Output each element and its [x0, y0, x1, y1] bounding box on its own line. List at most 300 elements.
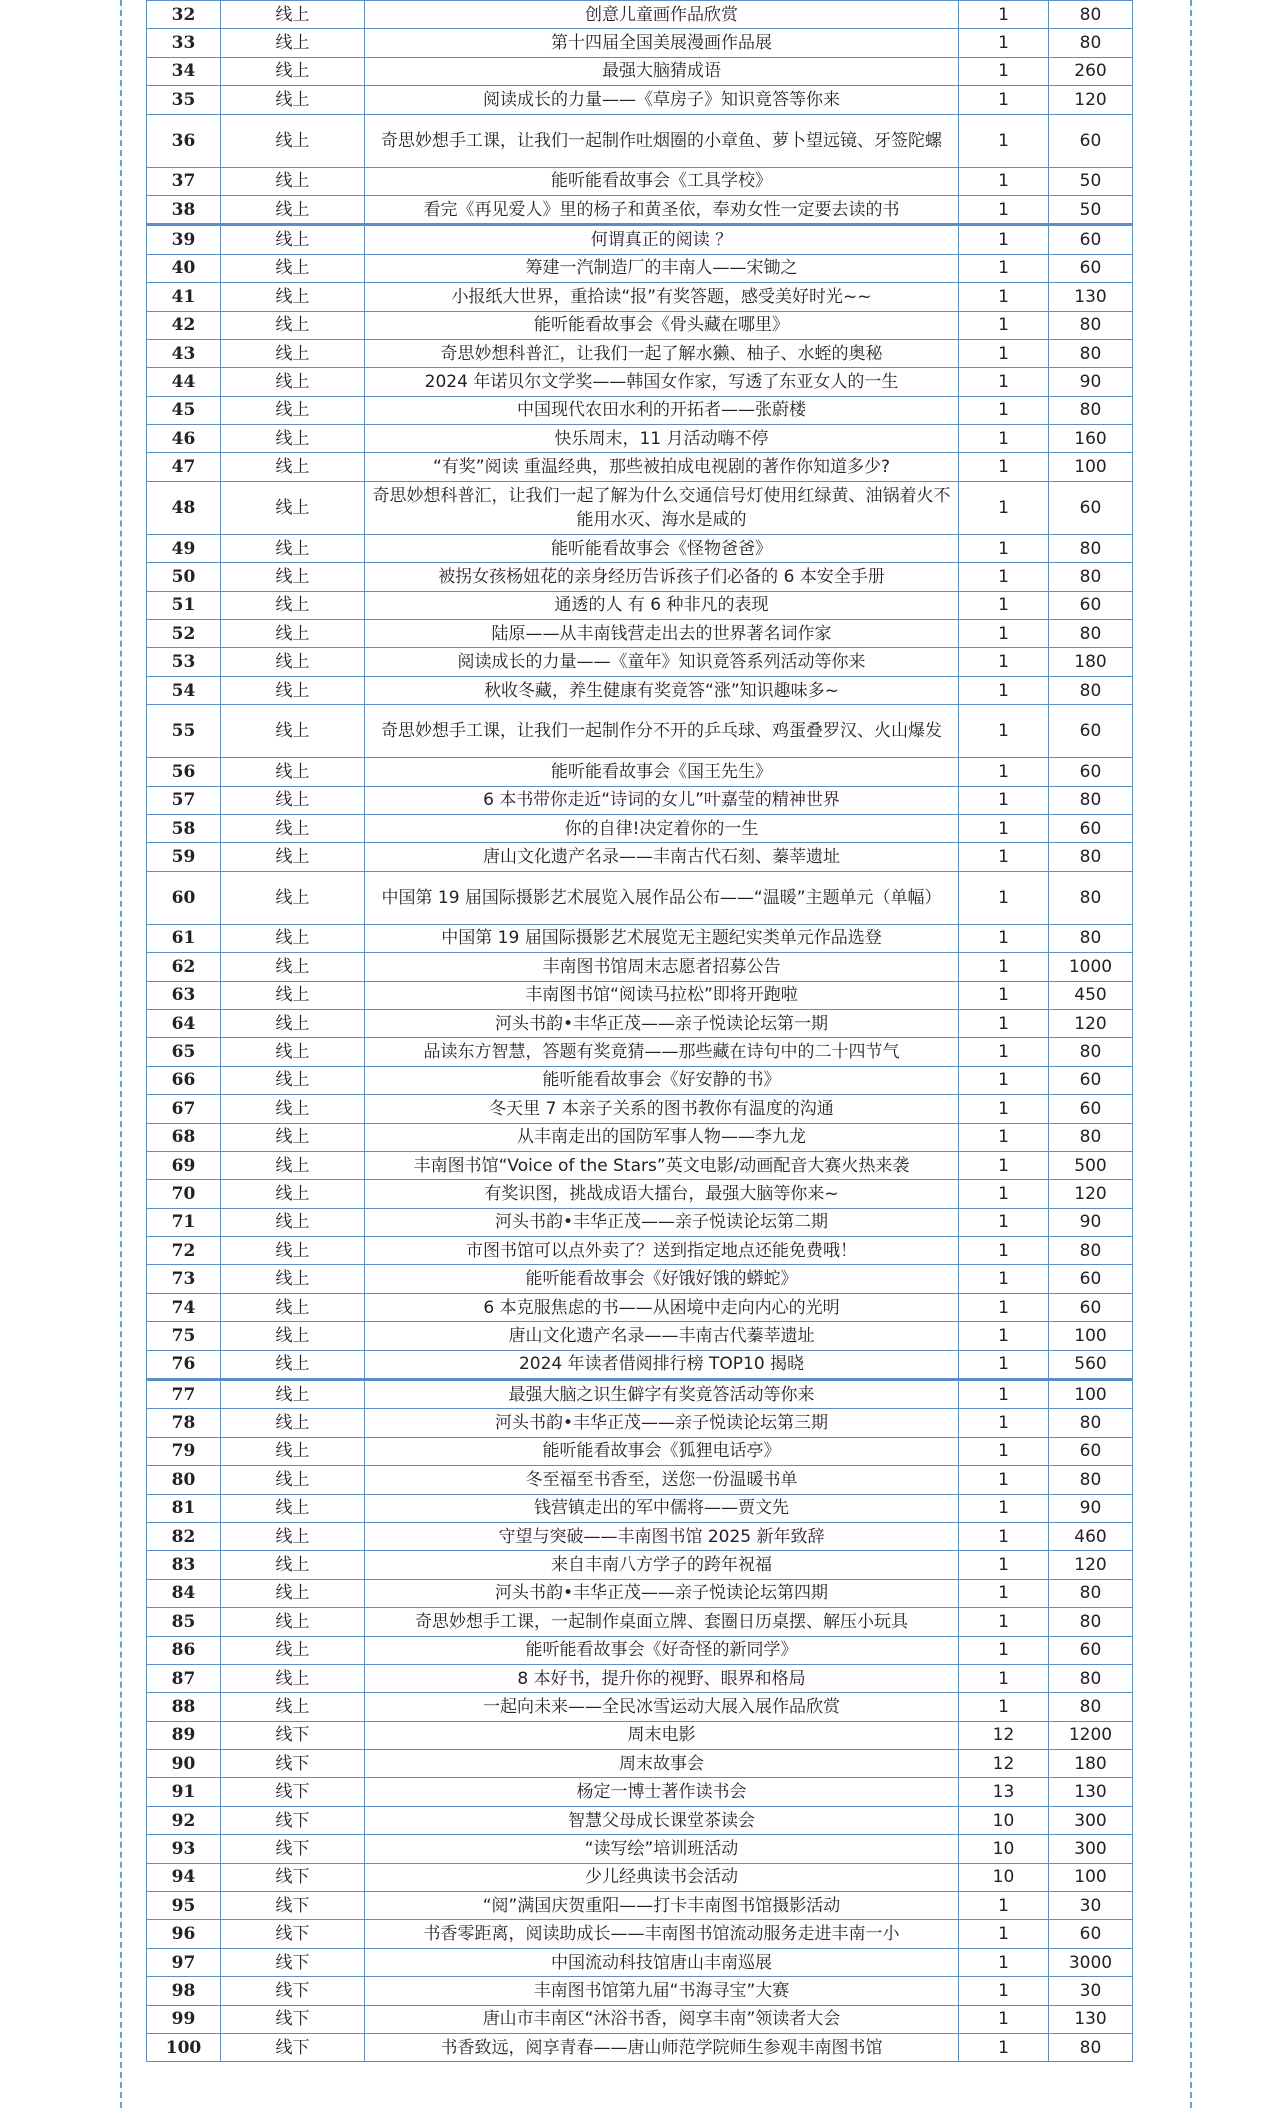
activity-title-cell: 奇思妙想手工课，一起制作桌面立牌、套圈日历桌摆、解压小玩具 — [365, 1608, 959, 1636]
session-count-cell: 1 — [959, 1009, 1049, 1037]
activity-type-cell: 线上 — [221, 1265, 365, 1293]
table-row — [147, 1208, 1133, 1236]
activity-type-cell: 线上 — [221, 676, 365, 704]
row-number-cell: 35 — [147, 86, 221, 114]
participant-count-cell: 120 — [1049, 1551, 1133, 1579]
activity-title-cell: 被拐女孩杨妞花的亲身经历告诉孩子们必备的 6 本安全手册 — [365, 563, 959, 591]
table-row — [147, 563, 1133, 591]
activity-type-cell: 线上 — [221, 1350, 365, 1379]
row-number-cell: 97 — [147, 1948, 221, 1976]
activity-title-cell: 小报纸大世界，重拾读“报”有奖答题，感受美好时光~~ — [365, 283, 959, 311]
session-count-cell: 1 — [959, 620, 1049, 648]
row-number-cell: 32 — [147, 1, 221, 29]
session-count-cell: 1 — [959, 1948, 1049, 1976]
participant-count-cell: 80 — [1049, 339, 1133, 367]
session-count-cell: 1 — [959, 195, 1049, 224]
row-number-cell: 67 — [147, 1095, 221, 1123]
activity-type-cell: 线上 — [221, 254, 365, 282]
participant-count-cell: 60 — [1049, 1437, 1133, 1465]
activity-title-cell: “读写绘”培训班活动 — [365, 1835, 959, 1863]
table-row — [147, 283, 1133, 311]
participant-count-cell: 80 — [1049, 871, 1133, 924]
row-number-cell: 99 — [147, 2005, 221, 2033]
activity-title-cell: 第十四届全国美展漫画作品展 — [365, 29, 959, 57]
activity-type-cell: 线上 — [221, 758, 365, 786]
session-count-cell: 1 — [959, 1322, 1049, 1350]
table-row — [147, 1237, 1133, 1265]
participant-count-cell: 60 — [1049, 1293, 1133, 1321]
activity-title-cell: 能听能看故事会《骨头藏在哪里》 — [365, 311, 959, 339]
participant-count-cell: 100 — [1049, 1863, 1133, 1891]
activity-title-cell: 唐山文化遗产名录——丰南古代石刻、蓁莘遗址 — [365, 843, 959, 871]
activity-title-cell: 书香致远，阅享青春——唐山师范学院师生参观丰南图书馆 — [365, 2034, 959, 2062]
row-number-cell: 48 — [147, 481, 221, 534]
activity-type-cell: 线上 — [221, 1608, 365, 1636]
activity-type-cell: 线下 — [221, 2034, 365, 2062]
activity-type-cell: 线上 — [221, 283, 365, 311]
activity-title-cell: 中国第 19 届国际摄影艺术展览入展作品公布——“温暖”主题单元（单幅） — [365, 871, 959, 924]
table-row — [147, 1920, 1133, 1948]
row-number-cell: 38 — [147, 195, 221, 224]
activity-type-cell: 线上 — [221, 1636, 365, 1664]
table-row — [147, 620, 1133, 648]
participant-count-cell: 300 — [1049, 1835, 1133, 1863]
session-count-cell: 1 — [959, 1579, 1049, 1607]
session-count-cell: 1 — [959, 1123, 1049, 1151]
participant-count-cell: 80 — [1049, 1693, 1133, 1721]
participant-count-cell: 1200 — [1049, 1721, 1133, 1749]
session-count-cell: 1 — [959, 758, 1049, 786]
participant-count-cell: 300 — [1049, 1806, 1133, 1834]
participant-count-cell: 60 — [1049, 1920, 1133, 1948]
table-row — [147, 225, 1133, 254]
session-count-cell: 1 — [959, 1350, 1049, 1379]
participant-count-cell: 80 — [1049, 396, 1133, 424]
table-row — [147, 311, 1133, 339]
participant-count-cell: 1000 — [1049, 953, 1133, 981]
activity-type-cell: 线上 — [221, 195, 365, 224]
participant-count-cell: 80 — [1049, 924, 1133, 952]
row-number-cell: 47 — [147, 453, 221, 481]
participant-count-cell: 450 — [1049, 981, 1133, 1009]
activity-type-cell: 线上 — [221, 924, 365, 952]
session-count-cell: 1 — [959, 563, 1049, 591]
row-number-cell: 78 — [147, 1409, 221, 1437]
activity-title-cell: 6 本克服焦虑的书——从困境中走向内心的光明 — [365, 1293, 959, 1321]
row-number-cell: 74 — [147, 1293, 221, 1321]
participant-count-cell: 60 — [1049, 114, 1133, 167]
activity-type-cell: 线上 — [221, 871, 365, 924]
activity-type-cell: 线上 — [221, 1095, 365, 1123]
session-count-cell: 1 — [959, 1, 1049, 29]
activity-title-cell: 丰南图书馆“Voice of the Stars”英文电影/动画配音大赛火热来袭 — [365, 1151, 959, 1179]
table-row — [147, 114, 1133, 167]
participant-count-cell: 30 — [1049, 1977, 1133, 2005]
table-row — [147, 1123, 1133, 1151]
table-row — [147, 86, 1133, 114]
activity-title-cell: 阅读成长的力量——《草房子》知识竟答等你来 — [365, 86, 959, 114]
participant-count-cell: 60 — [1049, 481, 1133, 534]
session-count-cell: 1 — [959, 1920, 1049, 1948]
table-row — [147, 1151, 1133, 1179]
participant-count-cell: 80 — [1049, 620, 1133, 648]
session-count-cell: 1 — [959, 339, 1049, 367]
participant-count-cell: 80 — [1049, 1579, 1133, 1607]
session-count-cell: 1 — [959, 676, 1049, 704]
session-count-cell: 1 — [959, 1409, 1049, 1437]
activity-type-cell: 线上 — [221, 57, 365, 85]
session-count-cell: 1 — [959, 981, 1049, 1009]
table-row — [147, 1, 1133, 29]
activity-type-cell: 线下 — [221, 2005, 365, 2033]
participant-count-cell: 560 — [1049, 1350, 1133, 1379]
activity-type-cell: 线下 — [221, 1863, 365, 1891]
activity-title-cell: 河头书韵•丰华正茂——亲子悦读论坛第二期 — [365, 1208, 959, 1236]
row-number-cell: 91 — [147, 1778, 221, 1806]
row-number-cell: 86 — [147, 1636, 221, 1664]
table-row — [147, 648, 1133, 676]
row-number-cell: 45 — [147, 396, 221, 424]
session-count-cell: 10 — [959, 1806, 1049, 1834]
participant-count-cell: 80 — [1049, 1, 1133, 29]
row-number-cell: 50 — [147, 563, 221, 591]
row-number-cell: 33 — [147, 29, 221, 57]
participant-count-cell: 100 — [1049, 1380, 1133, 1409]
activity-type-cell: 线上 — [221, 167, 365, 195]
row-number-cell: 61 — [147, 924, 221, 952]
row-number-cell: 36 — [147, 114, 221, 167]
activity-title-cell: 有奖识图，挑战成语大擂台，最强大脑等你来~ — [365, 1180, 959, 1208]
activity-title-cell: 最强大脑猜成语 — [365, 57, 959, 85]
activity-type-cell: 线上 — [221, 591, 365, 619]
session-count-cell: 1 — [959, 57, 1049, 85]
table-row — [147, 1265, 1133, 1293]
activity-title-cell: 秋收冬藏，养生健康有奖竟答“涨”知识趣味多~ — [365, 676, 959, 704]
session-count-cell: 1 — [959, 1608, 1049, 1636]
participant-count-cell: 180 — [1049, 648, 1133, 676]
row-number-cell: 34 — [147, 57, 221, 85]
row-number-cell: 43 — [147, 339, 221, 367]
session-count-cell: 1 — [959, 167, 1049, 195]
table-row — [147, 1350, 1133, 1379]
participant-count-cell: 80 — [1049, 1123, 1133, 1151]
table-row — [147, 1095, 1133, 1123]
row-number-cell: 68 — [147, 1123, 221, 1151]
session-count-cell: 1 — [959, 2034, 1049, 2062]
row-number-cell: 71 — [147, 1208, 221, 1236]
row-number-cell: 93 — [147, 1835, 221, 1863]
table-row — [147, 1293, 1133, 1321]
row-number-cell: 44 — [147, 368, 221, 396]
table-row — [147, 1009, 1133, 1037]
participant-count-cell: 80 — [1049, 2034, 1133, 2062]
row-number-cell: 46 — [147, 425, 221, 453]
table-row — [147, 1066, 1133, 1094]
session-count-cell: 1 — [959, 591, 1049, 619]
activity-type-cell: 线上 — [221, 1522, 365, 1550]
row-number-cell: 40 — [147, 254, 221, 282]
session-count-cell: 1 — [959, 953, 1049, 981]
row-number-cell: 42 — [147, 311, 221, 339]
activity-title-cell: 周末电影 — [365, 1721, 959, 1749]
table-row — [147, 1522, 1133, 1550]
table-row — [147, 396, 1133, 424]
activity-type-cell: 线上 — [221, 1579, 365, 1607]
activity-type-cell: 线上 — [221, 1237, 365, 1265]
activity-title-cell: 筹建一汽制造厂的丰南人——宋锄之 — [365, 254, 959, 282]
activity-type-cell: 线下 — [221, 1835, 365, 1863]
activity-title-cell: 冬天里 7 本亲子关系的图书教你有温度的沟通 — [365, 1095, 959, 1123]
row-number-cell: 59 — [147, 843, 221, 871]
activity-type-cell: 线上 — [221, 534, 365, 562]
activity-type-cell: 线下 — [221, 1948, 365, 1976]
participant-count-cell: 180 — [1049, 1750, 1133, 1778]
participant-count-cell: 80 — [1049, 29, 1133, 57]
activity-title-cell: 何谓真正的阅读 ？ — [365, 225, 959, 254]
activity-type-cell: 线上 — [221, 1466, 365, 1494]
activity-title-cell: 河头书韵•丰华正茂——亲子悦读论坛第三期 — [365, 1409, 959, 1437]
activity-type-cell: 线上 — [221, 1380, 365, 1409]
table-row — [147, 1948, 1133, 1976]
row-number-cell: 49 — [147, 534, 221, 562]
session-count-cell: 1 — [959, 29, 1049, 57]
activity-title-cell: 冬至福至书香至，送您一份温暖书单 — [365, 1466, 959, 1494]
activity-type-cell: 线上 — [221, 1322, 365, 1350]
participant-count-cell: 60 — [1049, 758, 1133, 786]
activity-type-cell: 线上 — [221, 368, 365, 396]
session-count-cell: 1 — [959, 1180, 1049, 1208]
activity-title-cell: 来自丰南八方学子的跨年祝福 — [365, 1551, 959, 1579]
participant-count-cell: 90 — [1049, 1494, 1133, 1522]
table-row — [147, 29, 1133, 57]
activity-title-cell: 中国现代农田水利的开拓者——张蔚楼 — [365, 396, 959, 424]
activity-type-cell: 线下 — [221, 1721, 365, 1749]
session-count-cell: 1 — [959, 1522, 1049, 1550]
row-number-cell: 66 — [147, 1066, 221, 1094]
session-count-cell: 1 — [959, 311, 1049, 339]
row-number-cell: 56 — [147, 758, 221, 786]
row-number-cell: 84 — [147, 1579, 221, 1607]
session-count-cell: 1 — [959, 1265, 1049, 1293]
participant-count-cell: 130 — [1049, 2005, 1133, 2033]
activity-type-cell: 线上 — [221, 1494, 365, 1522]
session-count-cell: 1 — [959, 1437, 1049, 1465]
activity-type-cell: 线上 — [221, 29, 365, 57]
participant-count-cell: 80 — [1049, 1608, 1133, 1636]
session-count-cell: 1 — [959, 1494, 1049, 1522]
row-number-cell: 63 — [147, 981, 221, 1009]
activity-type-cell: 线上 — [221, 1180, 365, 1208]
activity-title-cell: 能听能看故事会《国王先生》 — [365, 758, 959, 786]
activity-title-cell: 最强大脑之识生僻字有奖竟答活动等你来 — [365, 1380, 959, 1409]
participant-count-cell: 60 — [1049, 1066, 1133, 1094]
participant-count-cell: 120 — [1049, 1009, 1133, 1037]
participant-count-cell: 80 — [1049, 563, 1133, 591]
activity-type-cell: 线上 — [221, 1409, 365, 1437]
session-count-cell: 1 — [959, 2005, 1049, 2033]
session-count-cell: 1 — [959, 1693, 1049, 1721]
table-row — [147, 758, 1133, 786]
activity-type-cell: 线上 — [221, 1664, 365, 1692]
row-number-cell: 82 — [147, 1522, 221, 1550]
table-row — [147, 591, 1133, 619]
activity-type-cell: 线下 — [221, 1750, 365, 1778]
activity-type-cell: 线上 — [221, 1293, 365, 1321]
session-count-cell: 1 — [959, 1237, 1049, 1265]
participant-count-cell: 60 — [1049, 1095, 1133, 1123]
activity-title-cell: 丰南图书馆第九届“书海寻宝”大赛 — [365, 1977, 959, 2005]
participant-count-cell: 120 — [1049, 86, 1133, 114]
participant-count-cell: 100 — [1049, 1322, 1133, 1350]
row-number-cell: 72 — [147, 1237, 221, 1265]
row-number-cell: 85 — [147, 1608, 221, 1636]
participant-count-cell: 90 — [1049, 1208, 1133, 1236]
row-number-cell: 37 — [147, 167, 221, 195]
participant-count-cell: 80 — [1049, 311, 1133, 339]
session-count-cell: 1 — [959, 705, 1049, 758]
activity-type-cell: 线上 — [221, 86, 365, 114]
row-number-cell: 64 — [147, 1009, 221, 1037]
participant-count-cell: 80 — [1049, 1237, 1133, 1265]
table-row — [147, 1409, 1133, 1437]
activity-title-cell: 少儿经典读书会活动 — [365, 1863, 959, 1891]
activity-title-cell: 河头书韵•丰华正茂——亲子悦读论坛第四期 — [365, 1579, 959, 1607]
page-frame-right-line — [1190, 0, 1192, 2108]
table-row — [147, 1863, 1133, 1891]
row-number-cell: 79 — [147, 1437, 221, 1465]
activity-type-cell: 线上 — [221, 1123, 365, 1151]
activity-title-cell: 能听能看故事会《好饿好饿的蟒蛇》 — [365, 1265, 959, 1293]
session-count-cell: 1 — [959, 1636, 1049, 1664]
session-count-cell: 1 — [959, 1208, 1049, 1236]
session-count-cell: 1 — [959, 1095, 1049, 1123]
row-number-cell: 62 — [147, 953, 221, 981]
row-number-cell: 89 — [147, 1721, 221, 1749]
activity-type-cell: 线上 — [221, 1151, 365, 1179]
participant-count-cell: 60 — [1049, 591, 1133, 619]
row-number-cell: 80 — [147, 1466, 221, 1494]
activity-title-cell: 看完《再见爱人》里的杨子和黄圣依，奉劝女性一定要去读的书 — [365, 195, 959, 224]
table-row — [147, 1892, 1133, 1920]
session-count-cell: 12 — [959, 1750, 1049, 1778]
session-count-cell: 1 — [959, 1664, 1049, 1692]
participant-count-cell: 130 — [1049, 1778, 1133, 1806]
activity-type-cell: 线上 — [221, 1066, 365, 1094]
activity-title-cell: 智慧父母成长课堂茶读会 — [365, 1806, 959, 1834]
participant-count-cell: 80 — [1049, 676, 1133, 704]
activity-title-cell: 杨定一博士著作读书会 — [365, 1778, 959, 1806]
activity-title-cell: 奇思妙想手工课，让我们一起制作吐烟圈的小章鱼、萝卜望远镜、牙签陀螺 — [365, 114, 959, 167]
table-row — [147, 1721, 1133, 1749]
activity-title-cell: 2024 年读者借阅排行榜 TOP10 揭晓 — [365, 1350, 959, 1379]
session-count-cell: 10 — [959, 1835, 1049, 1863]
activity-type-cell: 线上 — [221, 1693, 365, 1721]
table-row — [147, 1664, 1133, 1692]
table-row — [147, 814, 1133, 842]
session-count-cell: 1 — [959, 1066, 1049, 1094]
session-count-cell: 1 — [959, 425, 1049, 453]
row-number-cell: 60 — [147, 871, 221, 924]
activity-title-cell: 能听能看故事会《工具学校》 — [365, 167, 959, 195]
table-row — [147, 534, 1133, 562]
session-count-cell: 1 — [959, 453, 1049, 481]
row-number-cell: 58 — [147, 814, 221, 842]
activity-title-cell: 奇思妙想手工课，让我们一起制作分不开的乒乓球、鸡蛋叠罗汉、火山爆发 — [365, 705, 959, 758]
table-row — [147, 1579, 1133, 1607]
participant-count-cell: 80 — [1049, 786, 1133, 814]
session-count-cell: 10 — [959, 1863, 1049, 1891]
participant-count-cell: 500 — [1049, 1151, 1133, 1179]
table-row — [147, 1322, 1133, 1350]
session-count-cell: 1 — [959, 648, 1049, 676]
participant-count-cell: 60 — [1049, 705, 1133, 758]
activity-title-cell: 你的自律!决定着你的一生 — [365, 814, 959, 842]
session-count-cell: 12 — [959, 1721, 1049, 1749]
activity-table-container — [146, 0, 1132, 2062]
table-row — [147, 1608, 1133, 1636]
participant-count-cell: 130 — [1049, 283, 1133, 311]
table-row — [147, 368, 1133, 396]
row-number-cell: 96 — [147, 1920, 221, 1948]
table-row — [147, 254, 1133, 282]
activity-title-cell: 守望与突破——丰南图书馆 2025 新年致辞 — [365, 1522, 959, 1550]
session-count-cell: 1 — [959, 871, 1049, 924]
table-row — [147, 1835, 1133, 1863]
participant-count-cell: 160 — [1049, 425, 1133, 453]
row-number-cell: 41 — [147, 283, 221, 311]
session-count-cell: 1 — [959, 534, 1049, 562]
activity-type-cell: 线上 — [221, 786, 365, 814]
activity-type-cell: 线上 — [221, 481, 365, 534]
activity-title-cell: 8 本好书，提升你的视野、眼界和格局 — [365, 1664, 959, 1692]
activity-title-cell: “有奖”阅读 重温经典，那些被拍成电视剧的著作你知道多少? — [365, 453, 959, 481]
row-number-cell: 90 — [147, 1750, 221, 1778]
table-row — [147, 1636, 1133, 1664]
row-number-cell: 65 — [147, 1038, 221, 1066]
row-number-cell: 81 — [147, 1494, 221, 1522]
activity-title-cell: “阅”满国庆贺重阳——打卡丰南图书馆摄影活动 — [365, 1892, 959, 1920]
activity-title-cell: 河头书韵•丰华正茂——亲子悦读论坛第一期 — [365, 1009, 959, 1037]
activity-title-cell: 2024 年诺贝尔文学奖——韩国女作家，写透了东亚女人的一生 — [365, 368, 959, 396]
row-number-cell: 87 — [147, 1664, 221, 1692]
activity-title-cell: 丰南图书馆周末志愿者招募公告 — [365, 953, 959, 981]
page-frame-left-line — [120, 0, 122, 2108]
activity-type-cell: 线上 — [221, 225, 365, 254]
session-count-cell: 1 — [959, 396, 1049, 424]
participant-count-cell: 260 — [1049, 57, 1133, 85]
session-count-cell: 1 — [959, 1293, 1049, 1321]
row-number-cell: 94 — [147, 1863, 221, 1891]
row-number-cell: 70 — [147, 1180, 221, 1208]
table-row — [147, 57, 1133, 85]
activity-table — [146, 0, 1133, 2062]
activity-type-cell: 线下 — [221, 1920, 365, 1948]
participant-count-cell: 460 — [1049, 1522, 1133, 1550]
activity-title-cell: 中国流动科技馆唐山丰南巡展 — [365, 1948, 959, 1976]
row-number-cell: 75 — [147, 1322, 221, 1350]
table-row — [147, 705, 1133, 758]
session-count-cell: 1 — [959, 1466, 1049, 1494]
table-row — [147, 339, 1133, 367]
table-row — [147, 1466, 1133, 1494]
session-count-cell: 1 — [959, 814, 1049, 842]
activity-title-cell: 快乐周末，11 月活动嗨不停 — [365, 425, 959, 453]
activity-type-cell: 线下 — [221, 1806, 365, 1834]
row-number-cell: 39 — [147, 225, 221, 254]
table-row — [147, 953, 1133, 981]
activity-type-cell: 线下 — [221, 1778, 365, 1806]
participant-count-cell: 80 — [1049, 1466, 1133, 1494]
